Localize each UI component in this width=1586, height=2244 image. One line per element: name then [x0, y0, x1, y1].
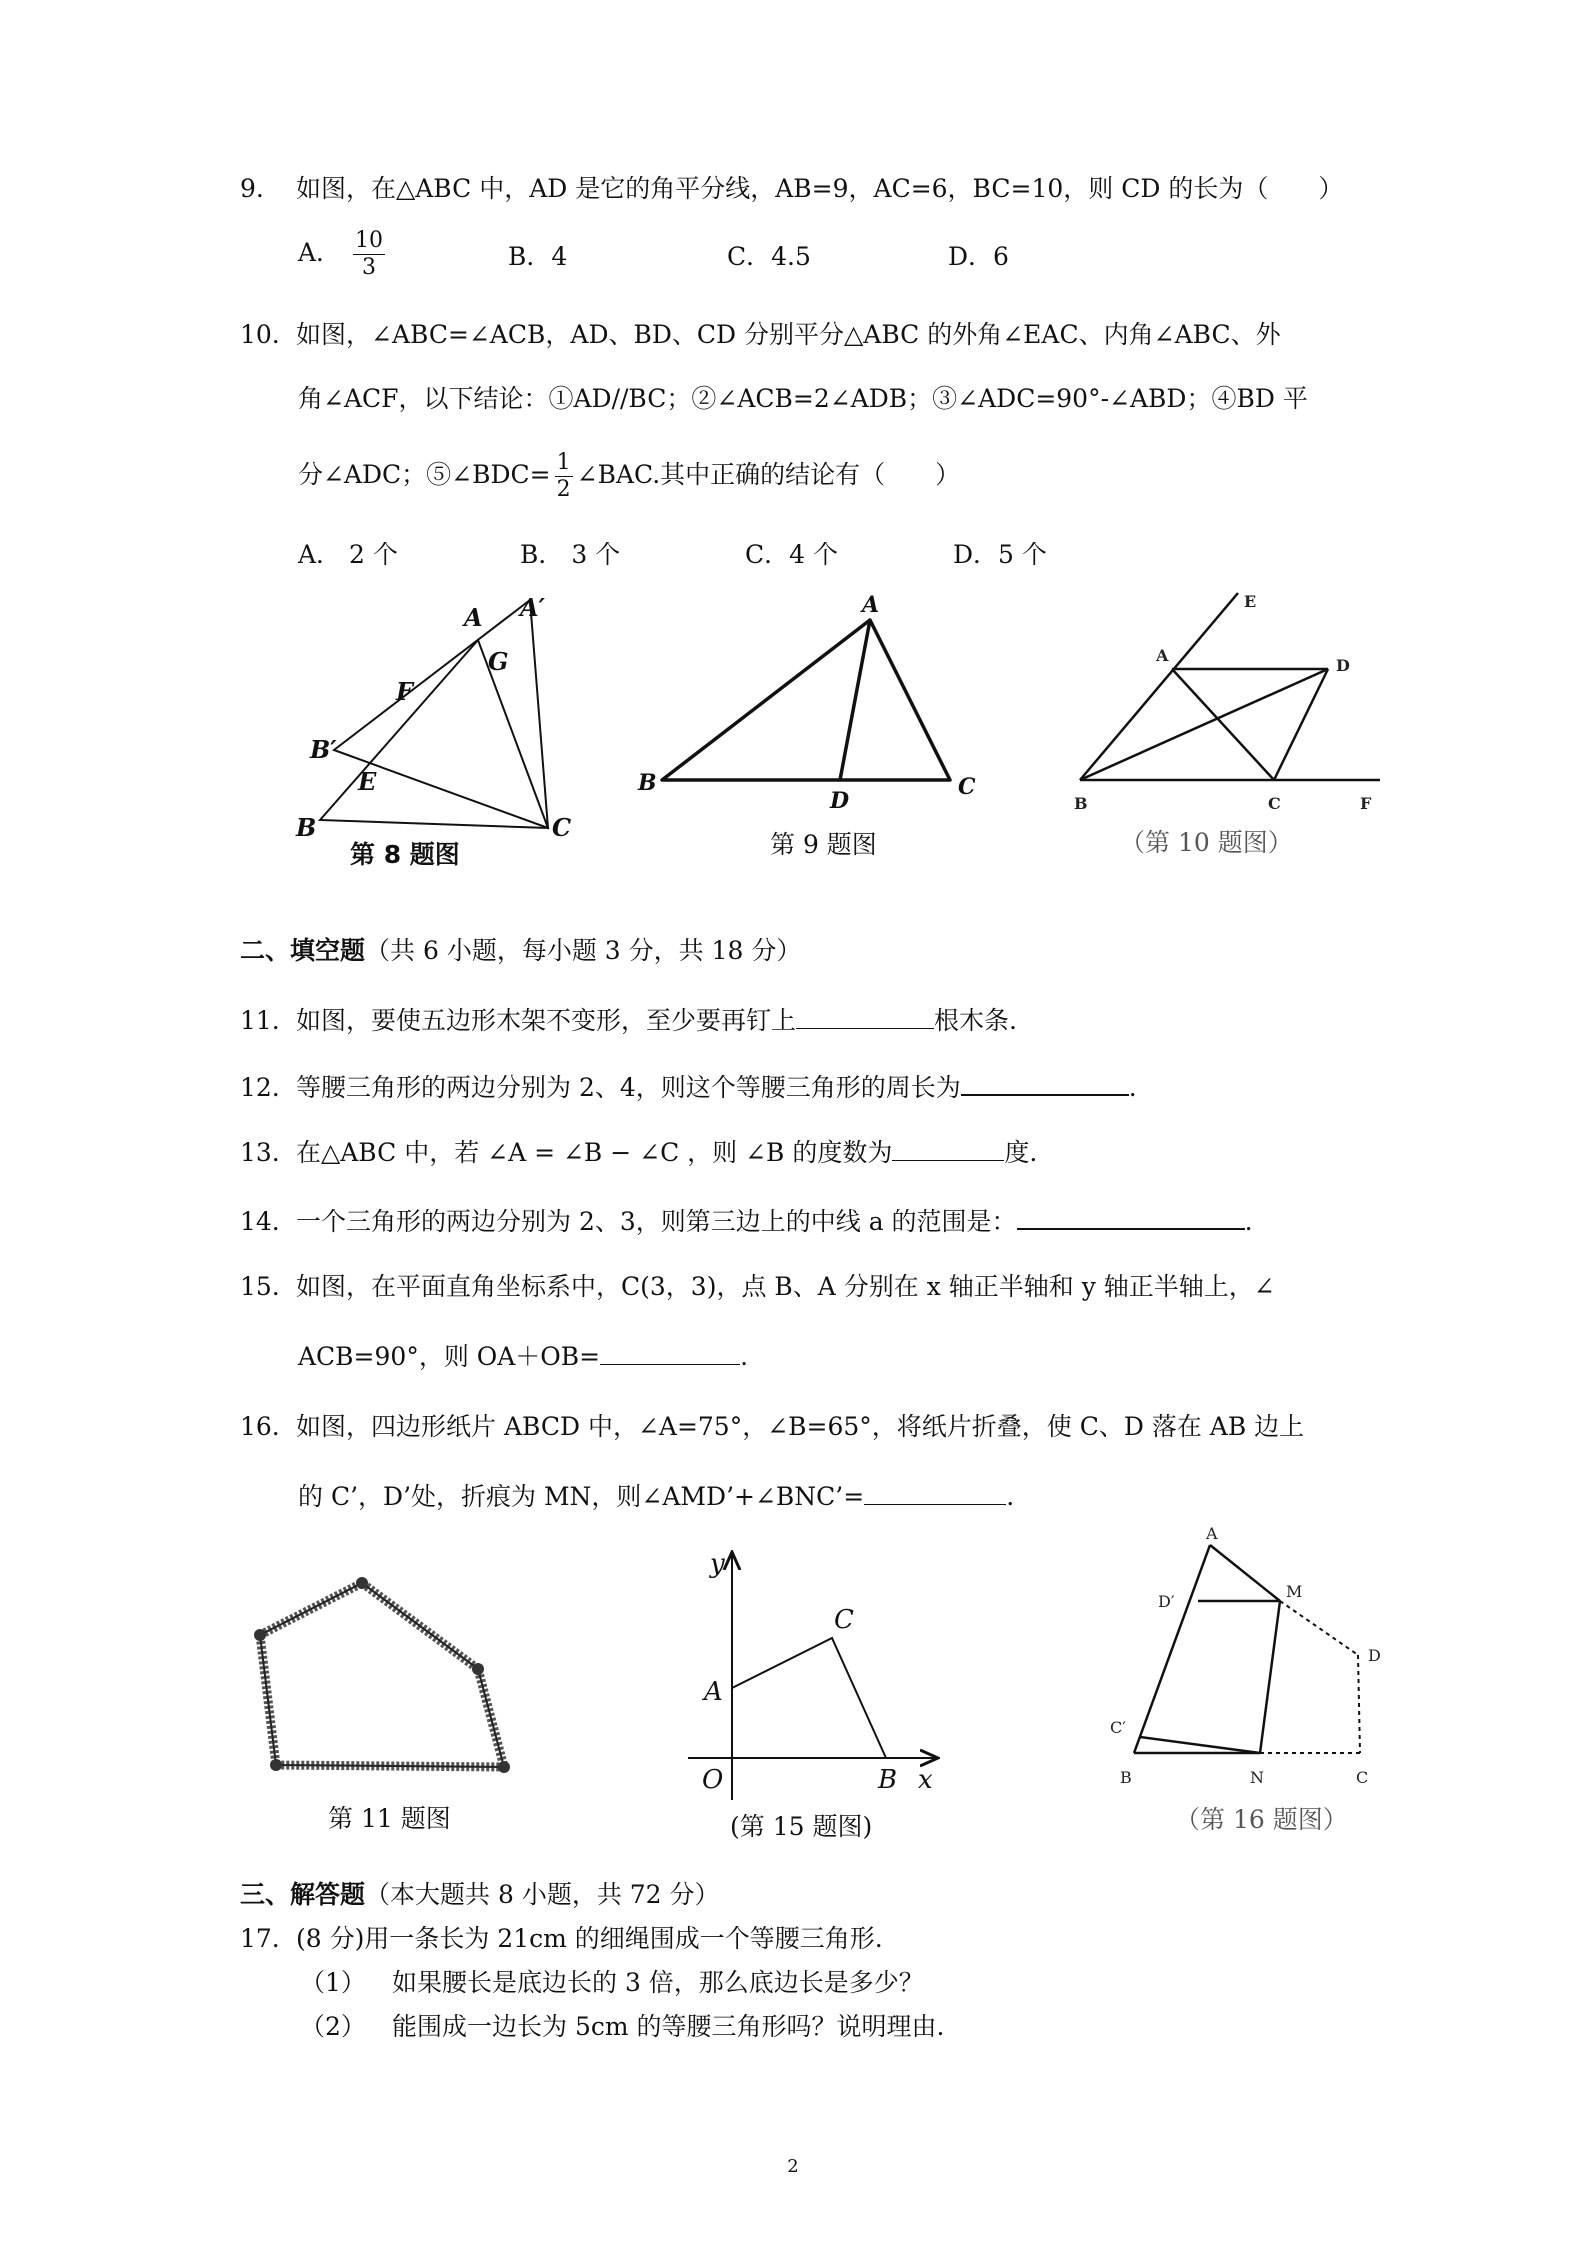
label-F: F — [1360, 794, 1372, 813]
label-N: N — [1250, 1768, 1264, 1787]
section-desc: （共 6 小题，每小题 3 分，共 18 分） — [365, 936, 802, 965]
sub-number: （1） — [300, 1968, 366, 1997]
question-text: (8 分)用一条长为 21cm 的细绳围成一个等腰三角形. — [296, 1924, 883, 1953]
option-b: B． 3 个 — [520, 540, 621, 569]
denominator: 3 — [362, 255, 377, 280]
question-17 — [240, 1922, 883, 1956]
label-A: A — [1156, 646, 1169, 665]
text-segment: 在△ABC 中，若 ∠A = ∠B − ∠C ，则 ∠B 的度数为 — [296, 1138, 893, 1167]
question-10-line-3 — [298, 450, 960, 503]
text-segment: 一个三角形的两边分别为 2、3，则第三边上的中线 a 的范围是： — [296, 1207, 1017, 1236]
text-segment: 度. — [1004, 1138, 1038, 1167]
question-number: 13. — [240, 1138, 280, 1167]
text-segment: 等腰三角形的两边分别为 2、4，则这个等腰三角形的周长为 — [296, 1073, 961, 1102]
option-a: A． 2 个 — [298, 540, 398, 569]
figure-11 — [240, 1555, 530, 1785]
question-15-line-1 — [240, 1270, 1275, 1304]
label-G: G — [488, 647, 509, 676]
figure-8-caption: 第 8 题图 — [350, 840, 460, 869]
question-number: 12. — [240, 1073, 280, 1102]
figure-10 — [1060, 585, 1390, 825]
fraction — [353, 228, 385, 281]
fraction — [555, 450, 573, 503]
option-label: A． — [298, 238, 342, 267]
label-C: C — [834, 1605, 854, 1635]
figure-8 — [280, 590, 590, 850]
option-c: C．4 个 — [745, 540, 838, 569]
answer-blank[interactable] — [600, 1338, 740, 1365]
label-C: C — [1356, 1768, 1369, 1787]
figure-16-caption: （第 16 题图） — [1175, 1805, 1348, 1834]
question-number: 9. — [240, 174, 264, 203]
question-number: 17. — [240, 1924, 280, 1953]
label-D: D — [830, 788, 850, 814]
sub-number: （2） — [300, 2012, 366, 2041]
question-number: 15. — [240, 1272, 280, 1301]
figure-9-caption: 第 9 题图 — [770, 830, 877, 859]
text-segment: . — [1128, 1073, 1137, 1102]
text-segment: ∠BAC.其中正确的结论有（ ） — [576, 460, 961, 489]
question-number: 16. — [240, 1412, 280, 1441]
question-number: 10. — [240, 320, 280, 349]
answer-blank[interactable] — [892, 1134, 1004, 1161]
label-B: B — [1074, 794, 1088, 813]
label-E: E — [358, 767, 377, 796]
text-segment: 如图，要使五边形木架不变形，至少要再钉上 — [296, 1006, 797, 1035]
question-15-line-2 — [298, 1338, 748, 1374]
text-segment: 分∠ADC；⑤∠BDC= — [298, 460, 551, 489]
label-B-prime: B′ — [310, 735, 337, 764]
question-13 — [240, 1134, 1037, 1170]
figure-15-caption: (第 15 题图) — [730, 1812, 873, 1841]
label-A: A — [704, 1677, 723, 1707]
label-C: C — [552, 813, 572, 842]
label-B: B — [638, 770, 657, 796]
question-text: 如图，∠ABC=∠ACB，AD、BD、CD 分别平分△ABC 的外角∠EAC、内角∠ABC、外 — [296, 320, 1281, 349]
sub-text: 如果腰长是底边长的 3 倍，那么底边长是多少？ — [392, 1968, 924, 1997]
option-d: D．6 — [948, 242, 1009, 271]
question-text: 如图，在△ABC 中，AD 是它的角平分线，AB=9，AC=6，BC=10，则 CD 的长为（ ） — [296, 174, 1344, 203]
section-title: 二、填空题 — [240, 936, 366, 965]
section-two-heading — [240, 934, 801, 968]
label-E: E — [1244, 592, 1257, 611]
page-number: 2 — [787, 2156, 799, 2177]
text-segment: 的 C’，D’处，折痕为 MN，则∠AMD’+∠BNC’= — [298, 1482, 865, 1511]
question-10-line-1 — [240, 318, 1281, 352]
figure-16 — [1110, 1525, 1400, 1795]
label-D: D — [1368, 1646, 1381, 1665]
section-desc: （本大题共 8 小题，共 72 分） — [365, 1880, 720, 1909]
question-10-line-2: 角∠ACF，以下结论：①AD//BC；②∠ACB=2∠ADB；③∠ADC=90°-∠ABD；④BD 平 — [298, 384, 1308, 413]
figure-11-caption: 第 11 题图 — [328, 1804, 451, 1833]
label-D: D — [1336, 656, 1350, 675]
question-9 — [240, 172, 1343, 206]
label-B: B — [1120, 1768, 1132, 1787]
question-14 — [240, 1202, 1253, 1239]
text-segment: . — [1006, 1482, 1015, 1511]
question-number: 11. — [240, 1006, 280, 1035]
label-y: y — [710, 1549, 725, 1579]
sub-text: 能围成一边长为 5cm 的等腰三角形吗？说明理由. — [392, 2012, 945, 2041]
denominator: 2 — [556, 477, 571, 502]
section-title: 三、解答题 — [240, 1880, 366, 1909]
label-C-prime: C′ — [1110, 1718, 1126, 1737]
figure-10-caption: （第 10 题图） — [1120, 828, 1293, 857]
question-text: 如图，四边形纸片 ABCD 中，∠A=75°，∠B=65°，将纸片折叠，使 C、D 落在 AB 边上 — [296, 1412, 1305, 1441]
label-F: F — [396, 677, 414, 706]
text-segment: . — [740, 1342, 749, 1371]
text-segment: 根木条. — [934, 1006, 1017, 1035]
text-segment: ACB=90°，则 OA＋OB= — [298, 1342, 601, 1371]
label-A: A — [1206, 1525, 1218, 1543]
figure-15 — [680, 1548, 950, 1808]
question-text: 如图，在平面直角坐标系中，C(3，3)，点 B、A 分别在 x 轴正半轴和 y 轴正半轴上，∠ — [296, 1272, 1275, 1301]
answer-blank[interactable] — [796, 1002, 934, 1029]
option-b: B．4 — [508, 242, 568, 271]
label-D-prime: D′ — [1158, 1592, 1175, 1611]
label-A-prime: A′ — [520, 593, 545, 622]
answer-blank[interactable] — [961, 1068, 1129, 1096]
numerator: 1 — [556, 450, 571, 475]
section-three-heading — [240, 1878, 720, 1912]
label-A: A — [862, 592, 880, 618]
label-B: B — [296, 813, 317, 842]
numerator: 10 — [355, 228, 384, 253]
question-16-line-1 — [240, 1410, 1304, 1444]
question-number: 14. — [240, 1207, 280, 1236]
label-B: B — [878, 1765, 898, 1795]
option-d: D．5 个 — [953, 540, 1047, 569]
label-M: M — [1286, 1582, 1303, 1601]
question-16-line-2 — [298, 1478, 1014, 1514]
label-x: x — [918, 1765, 933, 1795]
answer-blank[interactable] — [864, 1478, 1006, 1505]
figure-9 — [630, 590, 990, 820]
text-segment: . — [1244, 1207, 1253, 1236]
label-O: O — [702, 1765, 724, 1795]
option-a — [298, 228, 389, 281]
label-C: C — [958, 774, 976, 800]
option-c: C．4.5 — [727, 242, 811, 271]
label-C: C — [1268, 794, 1281, 813]
label-A: A — [464, 603, 483, 632]
sub-question-1 — [300, 1966, 924, 2000]
sub-question-2 — [300, 2010, 944, 2044]
question-12 — [240, 1068, 1137, 1105]
answer-blank[interactable] — [1017, 1202, 1245, 1230]
question-11 — [240, 1002, 1017, 1038]
